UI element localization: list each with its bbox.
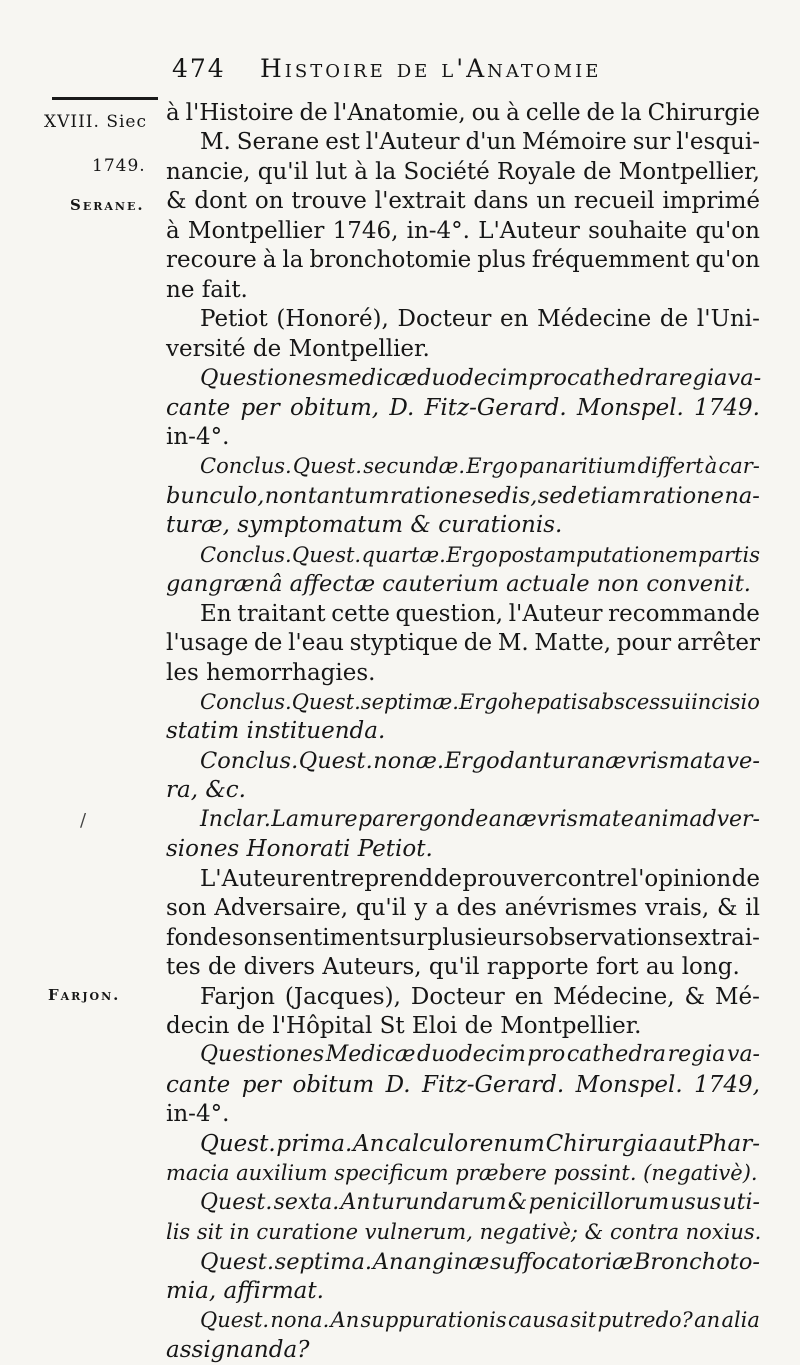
text-line: recoure à la bronchotomie plus fréquemment qu'on (166, 247, 760, 274)
page-number: 474 (172, 54, 226, 83)
text-line: lis sit in curatione vulnerum, negativè; & contra noxius. (166, 1220, 762, 1245)
text-line: son Adversaire, qu'il y a des anévrismes vrais, & il (166, 895, 760, 922)
text-line: cante per obitum D. Fitz-Gerard. Monspel. 1749, (166, 1071, 760, 1098)
text-line: L'Auteur entreprend de prouver contre l'opinion de (200, 865, 760, 892)
text-line: Quest. nona. An suppurationis causa sit putredo? an alia (200, 1308, 760, 1333)
text-line: tes de divers Auteurs, qu'il rapporte fort au long. (166, 954, 740, 981)
margin-name-farjon: Farjon. (48, 986, 121, 1004)
text-line: mia, affirmat. (166, 1278, 324, 1304)
text-line: cante per obitum, D. Fitz-Gerard. Monspel. 1749. (166, 394, 760, 421)
margin-name-serane: Serane. (70, 196, 145, 214)
text-line: in-4°. (166, 1101, 230, 1128)
text-line: Quest. sexta. An turundarum & penicillorum usus uti- (200, 1189, 760, 1215)
running-header (172, 54, 772, 88)
text-line: gangrænâ affectæ cauterium actuale non convenit. (166, 571, 751, 598)
text-line: Farjon (Jacques), Docteur en Médecine, & Mé- (200, 983, 760, 1010)
text-line: Questiones Medicæ duodecim pro cathedra regia va- (200, 1042, 760, 1068)
text-line: turæ, symptomatum & curationis. (166, 512, 563, 539)
running-title: Histoire de l'Anatomie (260, 54, 602, 83)
text-line: Conclus. Quest. nonæ. Ergo dantur anævrismata ve- (200, 747, 760, 774)
text-line: bunculo, non tantum ratione sedis, sed etiam ratione na- (166, 482, 760, 509)
text-line: Quest. septima. An anginæ suffocatoriæ Bronchoto- (200, 1248, 760, 1275)
text-line: fonde son sentiment sur plusieurs observations extrai- (166, 924, 760, 951)
text-line: In clar. Lamure parergon de anævrismate animadver- (200, 806, 760, 832)
text-line: Questiones medicæ duodecim pro cathedra regia va- (200, 365, 762, 392)
margin-century: XVIII. Siec (44, 112, 147, 132)
text-line: Conclus. Quest. secundæ. Ergo panaritium differt à car- (200, 454, 760, 479)
margin-ink-mark: / (80, 810, 87, 831)
text-line: M. Serane est l'Auteur d'un Mémoire sur l'esqui- (200, 129, 760, 156)
text-line: statim instituenda. (166, 718, 386, 745)
text-line: macia auxilium specificum præbere possint. (negativè). (166, 1161, 758, 1186)
text-line: & dont on trouve l'extrait dans un recueil imprimé (166, 188, 760, 215)
text-line: à Montpellier 1746, in-4°. L'Auteur souhaite qu'on (166, 217, 760, 244)
margin-year: 1749. (92, 156, 146, 176)
text-line: Conclus. Quest. septimæ. Ergo hepatis abscessui incisio (200, 690, 760, 714)
text-line: Quest. prima. An calculo renum Chirurgia aut Phar- (200, 1130, 760, 1157)
text-line: à l'Histoire de l'Anatomie, ou à celle de la Chirurgie (166, 100, 760, 126)
header-rule (52, 97, 158, 100)
text-line: Conclus. Quest. quartæ. Ergo post amputationem partis (200, 542, 760, 567)
text-line: Petiot (Honoré), Docteur en Médecine de l'Uni- (200, 306, 760, 333)
text-line: assignanda? (166, 1336, 310, 1363)
text-line: l'usage de l'eau styptique de M. Matte, pour arrêter (166, 630, 760, 657)
text-line: siones Honorati Petiot. (166, 836, 433, 863)
text-line: les hemorrhagies. (166, 659, 376, 686)
text-line: versité de Montpellier. (166, 335, 430, 362)
text-line: En traitant cette question, l'Auteur recommande (200, 600, 760, 627)
text-line: in-4°. (166, 423, 230, 450)
text-line: ra, &c. (166, 777, 246, 804)
text-line: nancie, qu'il lut à la Société Royale de Montpellier, (166, 158, 760, 185)
text-line: ne fait. (166, 276, 248, 303)
text-line: decin de l'Hôpital St Eloi de Montpellier. (166, 1012, 642, 1039)
